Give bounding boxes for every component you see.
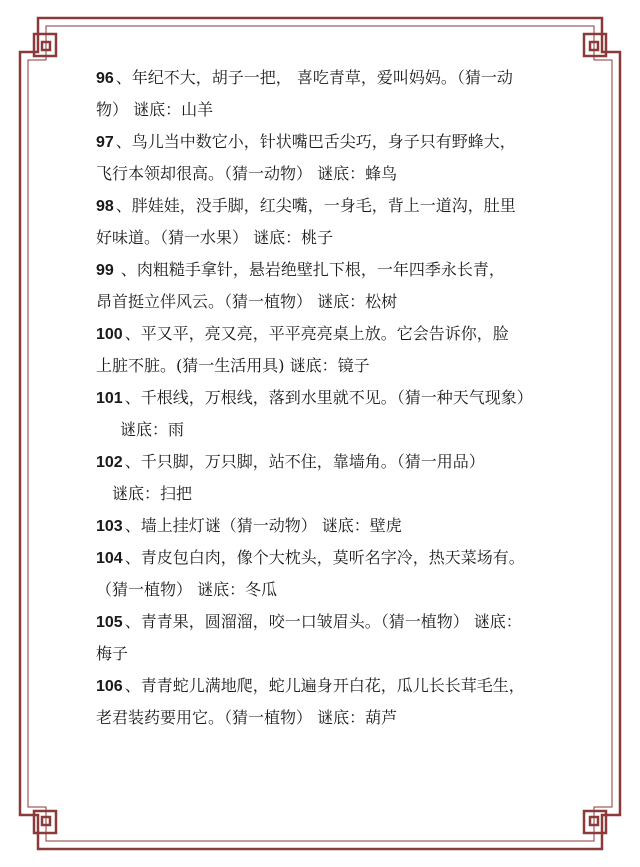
riddle-number: 100 [96,326,123,343]
riddle-105-line-2: 梅子 [96,644,129,663]
riddle-list [96,62,566,734]
riddle-106-line-2: 老君装药要用它。（猜一植物） 谜底：葫芦 [96,708,398,727]
riddle-101-line-1: 101 、千根线，万根线，落到水里就不见。（猜一种天气现象） [96,388,533,407]
riddle-106-line-1: 106 、青青蛇儿满地爬，蛇儿遍身开白花，瓜儿长长茸毛生， [96,676,525,695]
riddle-number: 104 [96,550,123,567]
riddle-100-line-1: 100 、平又平，亮又亮，平平亮亮桌上放。它会告诉你，脸 [96,324,509,343]
riddle-102-line-1: 102 、千只脚，万只脚，站不住，靠墙角。（猜一用品） [96,452,485,471]
riddle-100-line-2: 上脏不脏。(猜一生活用具) 谜底：镜子 [96,356,370,375]
corner-ornament-top-left [20,18,72,70]
riddle-number: 98 [96,198,114,215]
riddle-number: 99 [96,262,114,279]
riddle-105-line-1: 105 、青青果，圆溜溜，咬一口皱眉头。（猜一植物） 谜底： [96,612,522,631]
riddle-number: 96 [96,70,114,87]
riddle-103-line-1: 103 、墙上挂灯谜（猜一动物） 谜底：壁虎 [96,516,402,535]
corner-ornament-bottom-left [20,797,72,849]
riddle-99-line-1: 99 、肉粗糙手拿针，悬岩绝壁扎下根，一年四季永长青， [96,260,505,279]
riddle-98-line-2: 好味道。（猜一水果） 谜底：桃子 [96,228,334,247]
corner-ornament-top-right [568,18,620,70]
riddle-96-line-1: 96 、年纪不大，胡子一把， 喜吃青草，爱叫妈妈。（猜一动 [96,68,513,87]
riddle-number: 101 [96,390,123,407]
corner-ornament-bottom-right [568,797,620,849]
riddle-104-line-1: 104 、青皮包白肉，像个大枕头，莫听名字冷，热天菜场有。 [96,548,525,567]
riddle-number: 106 [96,678,123,695]
riddle-number: 97 [96,134,114,151]
riddle-97-line-1: 97 、鸟儿当中数它小，针状嘴巴舌尖巧，身子只有野蜂大， [96,132,516,151]
riddle-number: 102 [96,454,123,471]
riddle-99-line-2: 昂首挺立伴风云。（猜一植物） 谜底：松树 [96,292,398,311]
riddle-number: 105 [96,614,123,631]
riddle-97-line-2: 飞行本领却很高。（猜一动物） 谜底：蜂鸟 [96,164,398,183]
riddle-102-answer: 谜底：扫把 [112,484,193,503]
riddle-101-answer: 谜底：雨 [120,420,185,439]
riddle-96-line-2: 物） 谜底：山羊 [96,100,214,119]
riddle-104-line-2: （猜一植物） 谜底：冬瓜 [96,580,278,599]
riddle-98-line-1: 98 、胖娃娃，没手脚，红尖嘴，一身毛，背上一道沟，肚里 [96,196,516,215]
riddle-number: 103 [96,518,123,535]
